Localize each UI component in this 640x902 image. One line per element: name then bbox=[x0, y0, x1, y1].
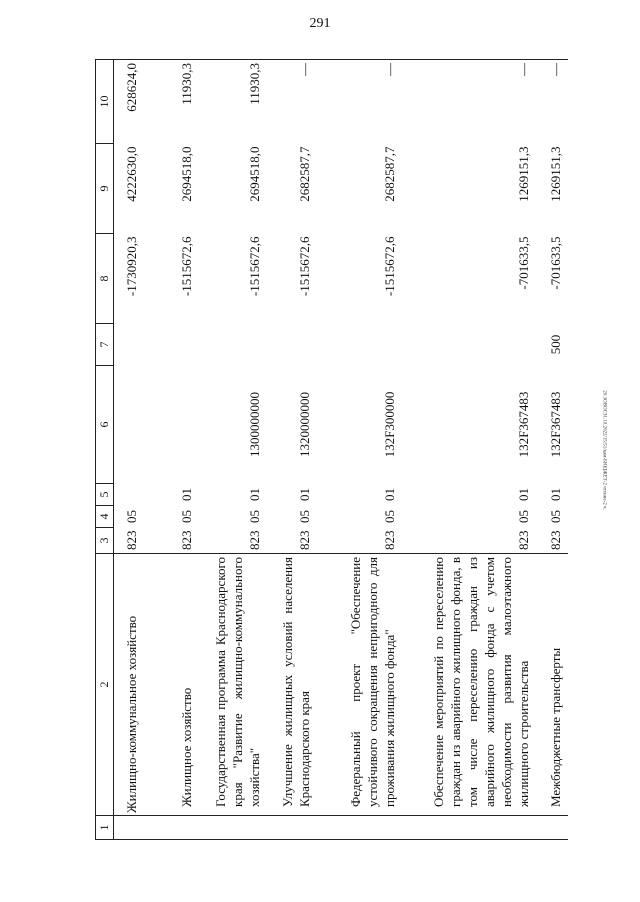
table-header-row bbox=[96, 60, 114, 840]
cell-section: 05 bbox=[515, 510, 531, 523]
cell-section: 05 bbox=[381, 510, 397, 523]
cell-index bbox=[536, 816, 568, 840]
budget-table bbox=[95, 59, 568, 840]
cell-amount-10: 628624,0 bbox=[114, 60, 144, 144]
cell-subsection: 01 bbox=[296, 488, 312, 501]
table-row bbox=[317, 60, 402, 840]
cell-target: 132F367483 bbox=[547, 391, 563, 458]
cell-section: 05 bbox=[246, 510, 262, 523]
cell-name: Улучшение жилищных условий населения Краснодарского края bbox=[267, 554, 317, 816]
budget-table-container bbox=[95, 60, 565, 840]
cell-amount-8: -1515672,6 bbox=[296, 236, 312, 297]
cell-subsection: 01 bbox=[547, 488, 563, 501]
cell-amount-10: — bbox=[536, 60, 568, 144]
table-row bbox=[267, 60, 317, 840]
cell-target bbox=[114, 366, 144, 484]
cell-amount-9: 1269151,3 bbox=[547, 146, 563, 202]
cell-amount-10: 11930,3 bbox=[144, 60, 199, 144]
cell-section: 05 bbox=[296, 510, 312, 523]
cell-amount-10: 11930,3 bbox=[199, 60, 267, 144]
column-header: 2 bbox=[96, 554, 114, 816]
cell-ministry: 823 bbox=[515, 530, 531, 550]
table-row bbox=[199, 60, 267, 840]
column-header: 9 bbox=[96, 144, 114, 234]
cell-amount-8: -1515672,6 bbox=[178, 236, 194, 297]
cell-ministry: 823 bbox=[246, 530, 262, 550]
cell-amount-9: 2682587,7 bbox=[381, 146, 397, 202]
cell-ministry: 823 bbox=[178, 530, 194, 550]
cell-amount-9: 2682587,7 bbox=[296, 146, 312, 202]
cell-amount-10: — bbox=[317, 60, 402, 144]
cell-amount-9: 1269151,3 bbox=[515, 146, 531, 202]
cell-expense-type bbox=[267, 324, 317, 366]
cell-ministry: 823 bbox=[381, 530, 397, 550]
cell-expense-type: 500 bbox=[547, 334, 563, 355]
cell-index bbox=[199, 816, 267, 840]
column-header: 8 bbox=[96, 234, 114, 324]
cell-name: Обеспечение мероприятий по переселению граждан из аварийного жилищного фонда, в том числе переселению граждан из аварийного жилищного фонда с учетом необходимости развития малоэтажного жилищного строительства bbox=[402, 554, 536, 816]
cell-expense-type bbox=[317, 324, 402, 366]
cell-subsection: 01 bbox=[178, 488, 194, 501]
column-header: 10 bbox=[96, 60, 114, 144]
table-row bbox=[536, 60, 568, 840]
column-header: 3 bbox=[96, 528, 114, 554]
cell-section: 05 bbox=[123, 510, 139, 523]
cell-name: Жилищное хозяйство bbox=[144, 554, 199, 816]
cell-subsection: 01 bbox=[515, 488, 531, 501]
cell-subsection: 01 bbox=[246, 488, 262, 501]
column-header: 6 bbox=[96, 366, 114, 484]
cell-name: Государственная программа Краснодарского края "Развитие жилищно-коммунального хозяйства" bbox=[199, 554, 267, 816]
cell-expense-type bbox=[144, 324, 199, 366]
cell-amount-8: -1515672,6 bbox=[381, 236, 397, 297]
cell-amount-8: -701633,5 bbox=[515, 236, 531, 290]
cell-amount-10: — bbox=[267, 60, 317, 144]
cell-target: 132F300000 bbox=[381, 391, 397, 458]
cell-target: 132F367483 bbox=[515, 391, 531, 458]
table-row bbox=[114, 60, 144, 840]
cell-target: 1320000000 bbox=[296, 392, 312, 457]
page-number: 291 bbox=[309, 16, 331, 31]
cell-index bbox=[114, 816, 144, 840]
cell-amount-8: -1515672,6 bbox=[246, 236, 262, 297]
cell-section: 05 bbox=[547, 510, 563, 523]
cell-subsection bbox=[114, 484, 144, 506]
cell-target: 1300000000 bbox=[246, 392, 262, 457]
column-header: 5 bbox=[96, 484, 114, 506]
table-row bbox=[402, 60, 536, 840]
column-header: 1 bbox=[96, 816, 114, 840]
cell-ministry: 823 bbox=[547, 530, 563, 550]
cell-amount-8: -1730920,3 bbox=[123, 236, 139, 297]
cell-amount-9: 2694518,0 bbox=[178, 146, 194, 202]
cell-expense-type bbox=[402, 324, 536, 366]
cell-index bbox=[267, 816, 317, 840]
cell-amount-8: -701633,5 bbox=[547, 236, 563, 290]
cell-index bbox=[402, 816, 536, 840]
column-header: 7 bbox=[96, 324, 114, 366]
cell-name: Федеральный проект "Обеспечение устойчивого сокращения непригодного для проживания жилищного фонда" bbox=[317, 554, 402, 816]
cell-name: Межбюджетные трансферты bbox=[536, 554, 568, 816]
cell-target bbox=[144, 366, 199, 484]
cell-expense-type bbox=[114, 324, 144, 366]
cell-index bbox=[317, 816, 402, 840]
cell-amount-9: 2694518,0 bbox=[246, 146, 262, 202]
cell-ministry: 823 bbox=[296, 530, 312, 550]
column-header: 4 bbox=[96, 506, 114, 528]
cell-subsection: 01 bbox=[381, 488, 397, 501]
cell-expense-type bbox=[199, 324, 267, 366]
cell-name: Жилищно-коммунальное хозяйство bbox=[114, 554, 144, 816]
footer-note-text: 20.3ОВОСЗ1.10.2022/15:51/кам-БЮДЖЕТ-2 чтение-2 ч. bbox=[601, 390, 607, 510]
cell-ministry: 823 bbox=[123, 530, 139, 550]
cell-index bbox=[144, 816, 199, 840]
table-row bbox=[144, 60, 199, 840]
cell-section: 05 bbox=[178, 510, 194, 523]
cell-amount-10: — bbox=[402, 60, 536, 144]
cell-amount-9: 4222630,0 bbox=[123, 146, 139, 202]
